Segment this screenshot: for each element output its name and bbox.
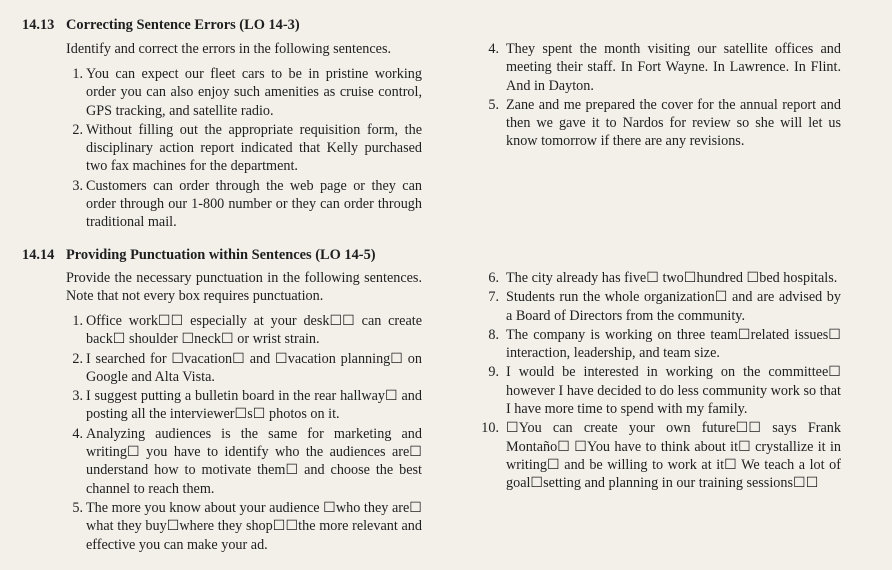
list-item bbox=[479, 363, 841, 418]
item-text: Without filling out the appropriate requisition form, the disciplinary action report indicated that Kelly purchased two fax machines for the department. bbox=[86, 121, 422, 175]
section-heading-14-14 bbox=[22, 246, 376, 264]
list-item bbox=[66, 350, 422, 387]
item-number: 6. bbox=[488, 270, 499, 286]
list-item bbox=[479, 40, 841, 95]
item-number: 8. bbox=[488, 326, 499, 343]
list-item bbox=[479, 288, 841, 325]
section-number: 14.14 bbox=[22, 247, 55, 263]
list-item bbox=[66, 121, 422, 176]
section-number: 14.13 bbox=[22, 17, 55, 33]
list-item bbox=[479, 269, 841, 287]
list-item bbox=[66, 387, 422, 424]
item-text: They spent the month visiting our satellite offices and meeting their staff. In Fort Wayne. In Lawrence. In Flint. And in Dayton. bbox=[506, 41, 841, 94]
section-title: Providing Punctuation within Sentences (LO 14-5) bbox=[66, 247, 376, 263]
list-item bbox=[66, 425, 422, 498]
item-number: 7. bbox=[488, 289, 499, 306]
section-intro: Identify and correct the errors in the following sentences. bbox=[66, 41, 392, 57]
list-item bbox=[479, 326, 841, 363]
list-item bbox=[66, 65, 422, 120]
item-number: 2. bbox=[72, 121, 83, 138]
item-number: 2. bbox=[72, 350, 83, 367]
section-intro: Provide the necessary punctuation in the following sentences. Note that not every box requires punctuation. bbox=[66, 270, 422, 305]
item-text: Analyzing audiences is the same for marketing and writing☐ you have to identify who the audiences are☐ understand how to motivate them☐ and choose the best channel to reach them. bbox=[86, 425, 422, 497]
item-text: The company is working on three team☐related issues☐ interaction, leadership, and team size. bbox=[506, 326, 841, 362]
exercise-list-right-1413 bbox=[479, 40, 841, 152]
item-number: 3. bbox=[72, 177, 83, 194]
item-text: Students run the whole organization☐ and are advised by a Board of Directors from the community. bbox=[506, 289, 841, 324]
item-text: I searched for ☐vacation☐ and ☐vacation planning☐ on Google and Alta Vista. bbox=[86, 350, 422, 385]
item-number: 9. bbox=[488, 364, 499, 381]
exercise-list-right-1414 bbox=[479, 269, 841, 494]
item-text: I suggest putting a bulletin board in the rear hallway☐ and posting all the interviewer☐s☐ photos on it. bbox=[86, 388, 422, 423]
item-number: 4. bbox=[72, 425, 83, 442]
item-text: The city already has five☐ two☐hundred ☐bed hospitals. bbox=[506, 270, 838, 286]
item-text: Zane and me prepared the cover for the annual report and then we gave it to Nardos for review so she will let us know tomorrow if there are any revisions. bbox=[506, 96, 841, 150]
list-item bbox=[66, 312, 422, 349]
item-number: 5. bbox=[72, 499, 83, 516]
list-item bbox=[66, 177, 422, 232]
item-text: ☐You can create your own future☐☐ says Frank Montaño☐ ☐You have to think about it☐ crystallize it in writing☐ and be willing to work at it☐ We teach a lot of goal☐setting and planning in our training sessions☐☐ bbox=[506, 420, 841, 492]
item-number: 5. bbox=[488, 96, 499, 113]
exercise-list-left-1414 bbox=[66, 312, 422, 555]
exercise-list-left-1413 bbox=[66, 65, 422, 233]
item-number: 4. bbox=[488, 41, 499, 57]
item-text: I would be interested in working on the committee☐ however I have decided to do less community work so that I have more time to spend with my family. bbox=[506, 364, 841, 418]
section-title: Correcting Sentence Errors (LO 14-3) bbox=[66, 17, 300, 33]
item-number: 10. bbox=[481, 420, 499, 437]
item-number: 1. bbox=[72, 66, 83, 82]
list-item bbox=[66, 499, 422, 554]
item-text: Customers can order through the web page or they can order through our 1-800 number or they can order through traditional mail. bbox=[86, 177, 422, 231]
item-number: 1. bbox=[72, 313, 83, 329]
list-item bbox=[479, 96, 841, 151]
item-text: The more you know about your audience ☐who they are☐ what they buy☐where they shop☐☐the more relevant and effective you can make your ad. bbox=[86, 499, 422, 553]
section-heading-14-13 bbox=[22, 16, 300, 34]
item-text: Office work☐☐ especially at your desk☐☐ can create back☐ shoulder ☐neck☐ or wrist strain. bbox=[86, 313, 422, 348]
list-item bbox=[479, 419, 841, 492]
item-text: You can expect our fleet cars to be in pristine working order you can also enjoy such amenities as cruise control, GPS tracking, and satellite radio. bbox=[86, 66, 422, 119]
item-number: 3. bbox=[72, 388, 83, 405]
